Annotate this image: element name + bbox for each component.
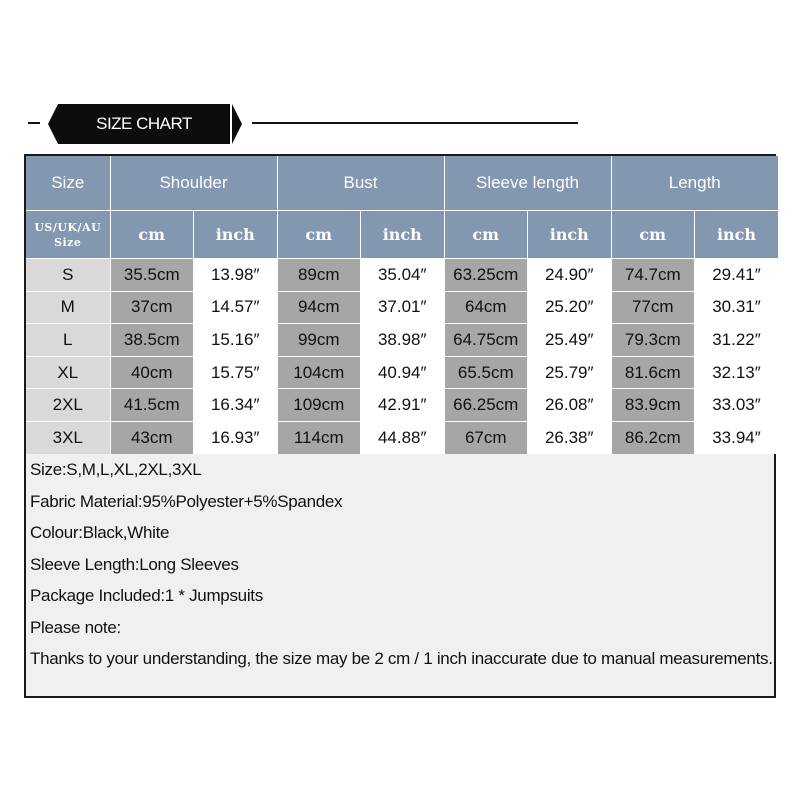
cell-shoulder-cm: 35.5cm <box>110 259 194 292</box>
table-unit-row <box>26 211 778 259</box>
cell-size: 3XL <box>26 421 110 453</box>
cell-shoulder-cm: 41.5cm <box>110 389 194 422</box>
header-sleeve-length: Sleeve length <box>444 156 611 211</box>
cell-size: 2XL <box>26 389 110 422</box>
cell-length-cm: 74.7cm <box>611 259 695 292</box>
region-size-label: Size <box>54 235 82 249</box>
cell-shoulder-cm: 40cm <box>110 356 194 389</box>
cell-shoulder-in: 13.98″ <box>194 259 278 292</box>
cell-size: XL <box>26 356 110 389</box>
unit-cm: cm <box>444 211 528 259</box>
cell-bust-in: 35.04″ <box>361 259 445 292</box>
cell-sleeve-cm: 64cm <box>444 291 528 324</box>
table-row <box>26 324 778 357</box>
cell-length-cm: 81.6cm <box>611 356 695 389</box>
cell-bust-in: 38.98″ <box>361 324 445 357</box>
cell-sleeve-in: 26.38″ <box>528 421 612 453</box>
cell-shoulder-in: 14.57″ <box>194 291 278 324</box>
header-region-size <box>26 211 110 259</box>
cell-shoulder-cm: 38.5cm <box>110 324 194 357</box>
header-bust: Bust <box>277 156 444 211</box>
cell-sleeve-cm: 66.25cm <box>444 389 528 422</box>
cell-size: S <box>26 259 110 292</box>
cell-bust-in: 44.88″ <box>361 421 445 453</box>
cell-bust-in: 37.01″ <box>361 291 445 324</box>
header-shoulder: Shoulder <box>110 156 277 211</box>
cell-bust-cm: 114cm <box>277 421 361 453</box>
unit-inch: inch <box>528 211 612 259</box>
note-disclaimer: Thanks to your understanding, the size may be 2 cm / 1 inch inaccurate due to manual measurements. <box>30 649 773 668</box>
header-size: Size <box>26 156 110 211</box>
table-row <box>26 389 778 422</box>
cell-shoulder-cm: 43cm <box>110 421 194 453</box>
cell-length-cm: 79.3cm <box>611 324 695 357</box>
cell-length-in: 33.94″ <box>695 421 779 453</box>
table-row <box>26 356 778 389</box>
cell-length-cm: 83.9cm <box>611 389 695 422</box>
cell-bust-cm: 109cm <box>277 389 361 422</box>
unit-inch: inch <box>361 211 445 259</box>
note-sizes: Size:S,M,L,XL,2XL,3XL <box>30 460 202 479</box>
size-chart-banner <box>0 100 800 146</box>
unit-cm: cm <box>611 211 695 259</box>
cell-size: L <box>26 324 110 357</box>
ribbon-notch-right <box>232 104 242 144</box>
cell-sleeve-in: 25.79″ <box>528 356 612 389</box>
cell-bust-cm: 99cm <box>277 324 361 357</box>
cell-length-cm: 77cm <box>611 291 695 324</box>
table-header-row <box>26 156 778 211</box>
cell-shoulder-in: 15.75″ <box>194 356 278 389</box>
table-row <box>26 421 778 453</box>
cell-size: M <box>26 291 110 324</box>
cell-shoulder-cm: 37cm <box>110 291 194 324</box>
table-row <box>26 259 778 292</box>
cell-bust-cm: 104cm <box>277 356 361 389</box>
table-row <box>26 291 778 324</box>
note-sleeve: Sleeve Length:Long Sleeves <box>30 554 239 574</box>
cell-length-cm: 86.2cm <box>611 421 695 453</box>
cell-length-in: 29.41″ <box>695 259 779 292</box>
unit-cm: cm <box>277 211 361 259</box>
cell-sleeve-in: 24.90″ <box>528 259 612 292</box>
cell-sleeve-in: 25.20″ <box>528 291 612 324</box>
banner-title: SIZE CHART <box>96 114 192 133</box>
cell-length-in: 31.22″ <box>695 324 779 357</box>
note-please: Please note: <box>30 617 121 637</box>
cell-shoulder-in: 16.93″ <box>194 421 278 453</box>
unit-inch: inch <box>194 211 278 259</box>
header-length: Length <box>611 156 778 211</box>
size-chart-frame <box>24 154 776 698</box>
cell-bust-in: 40.94″ <box>361 356 445 389</box>
banner-dash <box>28 122 40 124</box>
note-fabric: Fabric Material:95%Polyester+5%Spandex <box>30 491 343 511</box>
ribbon-notch-left <box>48 104 58 144</box>
cell-bust-in: 42.91″ <box>361 389 445 422</box>
cell-bust-cm: 89cm <box>277 259 361 292</box>
cell-sleeve-cm: 65.5cm <box>444 356 528 389</box>
cell-sleeve-cm: 64.75cm <box>444 324 528 357</box>
cell-sleeve-cm: 67cm <box>444 421 528 453</box>
unit-inch: inch <box>695 211 779 259</box>
cell-sleeve-in: 26.08″ <box>528 389 612 422</box>
region-label: US/UK/AU <box>34 220 102 234</box>
cell-shoulder-in: 16.34″ <box>194 389 278 422</box>
cell-length-in: 30.31″ <box>695 291 779 324</box>
cell-shoulder-in: 15.16″ <box>194 324 278 357</box>
cell-length-in: 32.13″ <box>695 356 779 389</box>
cell-bust-cm: 94cm <box>277 291 361 324</box>
size-table <box>26 156 778 454</box>
banner-rule <box>252 122 578 124</box>
note-colour: Colour:Black,White <box>30 523 170 542</box>
unit-cm: cm <box>110 211 194 259</box>
cell-length-in: 33.03″ <box>695 389 779 422</box>
cell-sleeve-cm: 63.25cm <box>444 259 528 292</box>
cell-sleeve-in: 25.49″ <box>528 324 612 357</box>
banner-ribbon <box>48 104 242 144</box>
product-notes <box>30 454 773 675</box>
note-package: Package Included:1 * Jumpsuits <box>30 586 263 605</box>
